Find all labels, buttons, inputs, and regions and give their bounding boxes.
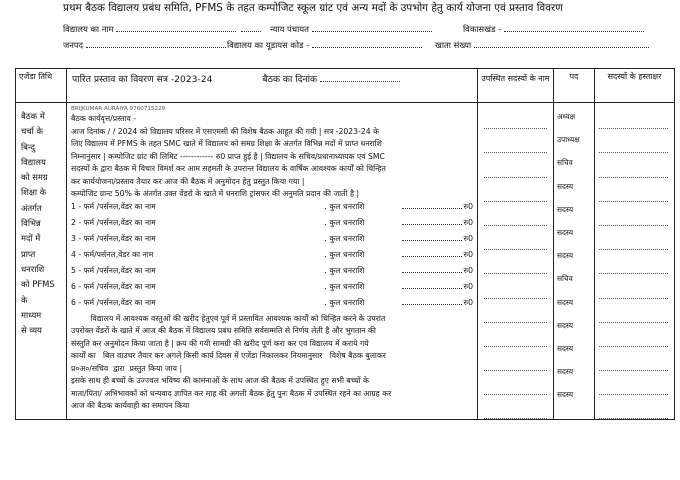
proposal-title: पारित प्रस्ताव का विवरण सत्र -2023-24 [72,74,213,85]
side-line: बिन्दु [21,141,35,152]
signature-line[interactable] [599,202,668,226]
firm-label: 6 - फर्म /पर्सनल,वेंडर का नाम [71,281,156,291]
post-label: सदस्य [557,390,574,400]
post-label: सदस्य [557,227,574,237]
signature-line[interactable] [599,250,668,274]
post-label: सदस्य [557,204,574,214]
page-title: प्रथम बैठक विद्यालय प्रबंध समिति, PFMS के तहत कम्पोजिट स्कूल ग्रांट एवं अन्य मदों के उपभोग हेतु कार्य योजना एवं प्रस्ताव विवरण [63,2,563,14]
signature-line[interactable] [599,347,668,371]
rupee-label: रु0 [463,233,473,243]
post-label: सदस्य [557,367,574,377]
proposal-body [67,103,478,420]
signature-line[interactable] [599,323,668,347]
para-line: आज की बैठक कार्यवाही का समापन किया [71,401,190,410]
rupee-label: रु0 [463,281,473,291]
nyay-panchayat-field[interactable] [270,24,432,33]
rupee-label: रु0 [463,297,473,307]
signature-line[interactable] [599,153,668,177]
school-name-field[interactable] [63,24,261,33]
post-label: सदस्य [557,320,574,330]
para-line: इसके साथ ही बच्चों के उज्ज्वल भविष्य की कामनाओं के साथ आज की बैठक में उपस्थित हुए सभी बच्चों के [71,376,369,385]
author-credit: BRIJKUMAR AURAIYA 9760715229 [71,106,166,112]
total-label: कुल धनराशि [329,201,365,211]
signature-line[interactable] [599,395,668,419]
total-label: कुल धनराशि [329,249,365,259]
side-line: के [21,294,28,305]
udise-field[interactable] [227,40,422,49]
post-label: सदस्य [557,297,574,307]
side-line: को समग्र [21,172,48,183]
para-line: निम्नानुसार | कम्पोजिट ग्रांट की लिमिट ------------ रु0 प्राप्त हुई है | विद्यालय के सचिव/प्रधानाध्यापक एवं SMC [71,151,385,161]
post-label: अध्यक्ष [557,112,576,121]
para-line: आज दिनांक / / 2024 को विद्यालय परिसर में एसएमसी की विशेष बैठक आहूत की गयी | सत्र -2023-24 के [71,126,379,136]
rupee-label: रु0 [463,249,473,259]
school-name-label: विद्यालय का नाम [63,24,114,34]
signature-line[interactable] [599,178,668,202]
firm-label: 5 - फर्म /पर्सनल,वेंडर का नाम [71,265,156,275]
total-label: कुल धनराशि [329,281,365,291]
member-name-line[interactable] [484,371,547,395]
signature-line[interactable] [599,274,668,298]
district-field[interactable] [63,40,226,49]
member-name-line[interactable] [484,226,547,250]
firm-row[interactable] [71,297,473,313]
member-name-line[interactable] [484,202,547,226]
member-name-line[interactable] [484,299,547,323]
col-signature-header: सदस्यों के हस्ताक्षर [595,69,675,103]
para-line: कार्यों का बिल वाउचर तैयार कर अगले किसी कार्य दिवस में एजेंडा निकालकर नियमानुसार विशेष बैठक बुलाकर [71,351,386,360]
block-label: विकासखंड - [463,24,502,34]
firm-row[interactable] [71,233,473,249]
side-line: को PFMS [21,279,55,290]
members-column [478,103,554,420]
firm-label: 3 - फर्म /पर्सनल,वेंडर का नाम [71,233,156,243]
agenda-side-cell [16,103,67,420]
para-line: कम्पोजिट ग्रान्ट 50% के अंतर्गत उक्त वेंडरो के खाते में धनराशि ट्रांसफर की अनुमति प्रदान की जाती है | [71,189,360,198]
col-post-header: पद [554,69,595,103]
total-label: कुल धनराशि [329,217,365,227]
signature-line[interactable] [599,105,668,129]
signature-column [595,103,675,420]
side-line: से व्यय [21,325,42,336]
member-name-line[interactable] [484,323,547,347]
post-label: सचिव [557,274,573,284]
firm-row[interactable] [71,217,473,233]
side-line: चर्चा के [21,126,43,137]
member-name-line[interactable] [484,153,547,177]
member-name-line[interactable] [484,250,547,274]
side-line: मदों में [21,233,41,244]
para-line: माता/पिता/ अभिभावकों को धन्यवाद ज्ञापित कर माह की अगली बैठक हेतु पुनः बैठक में उपस्थित रहने का आग्रह कर [71,388,392,398]
side-line: बैठक में [21,111,45,121]
col-agenda-header: एजेंडा तिथि [16,69,67,103]
post-label: सदस्य [557,181,574,191]
udise-label: विद्यालय का यूडायस कोड - [227,40,310,50]
side-line: शिक्षा के [21,187,47,198]
meeting-date-label: बैठक का दिनांक [262,74,318,85]
member-name-line[interactable] [484,274,547,298]
member-name-line[interactable] [484,178,547,202]
para-line: लिए विद्यालय में PFMS के तहत SMC खाते में विद्यालय को समग्र शिक्षा के अंतर्गत विभिन्न मदों में प्राप्त धनराशि [71,139,382,148]
member-name-line[interactable] [484,395,547,419]
side-line: अंतर्गत [21,202,42,213]
col-proposal-header [67,69,478,103]
firm-row[interactable] [71,265,473,281]
para-line: विद्यालय में आवश्यक वस्तुओं की खरीद हेतुएवं पूर्व में प्रस्तावित आवश्यक कार्यों को चिन्हित करने के उपरांत [71,313,386,323]
account-label: खाता संख्या [435,40,472,50]
signature-line[interactable] [599,299,668,323]
post-label: सदस्य [557,251,574,261]
signature-line[interactable] [599,371,668,395]
member-name-line[interactable] [484,105,547,129]
total-label: कुल धनराशि [329,265,365,275]
nyay-panchayat-label: न्याय पंचायत [270,24,309,34]
member-name-line[interactable] [484,129,547,153]
intro-line: बैठक कार्यवृत्त/प्रस्ताव - [71,114,136,123]
total-label: कुल धनराशि [329,233,365,243]
firm-row[interactable] [71,201,473,217]
total-label: कुल धनराशि [329,297,365,307]
post-column [554,103,595,420]
post-label: सचिव [557,158,573,168]
proposal-table [15,68,675,420]
firm-label: 4 - फर्म/पर्सनल,वेंडर का नाम [71,249,154,259]
para-line: संस्तुति कर अनुमोदन किया जाता है | क्रय की गयी सामग्री की खरीद पूर्ण करा कर एवं विद्यालय में कराये गये [71,338,369,348]
para-line: सदस्यों के द्वारा बैठक में विचार विमर्श कर आम सहमती के उपरान्त विद्यालय के वार्षिक आवश्यक कार्यों को चिन्हित [71,164,386,173]
para-line: उपरोक्त वेंडरों के खाते में आज की बैठक में विद्यालय प्रबंध समिति सर्वसम्मति से निर्णय लेती है और भुगतान की [71,326,376,335]
rupee-label: रु0 [463,265,473,275]
signature-line[interactable] [599,129,668,153]
side-line: प्राप्त [21,248,36,259]
district-label: जनपद [63,40,84,50]
signature-line[interactable] [599,226,668,250]
col-members-header: उपस्थित सदस्यों के नाम [478,69,554,103]
post-label: उपाध्यक्ष [557,135,580,145]
account-field[interactable] [435,40,649,49]
firm-label: 2 - फर्म /पर्सनल,वेंडर का नाम [71,217,156,227]
side-line: धनराशि [21,263,45,274]
side-line: माध्यम [21,309,42,320]
block-field[interactable] [463,24,644,33]
rupee-label: रु0 [463,201,473,211]
firm-row[interactable] [71,281,473,297]
side-line: विभिन्न [21,218,41,229]
post-label: सदस्य [557,343,574,353]
firm-label: 6 - फर्म /पर्सनल,वेंडर का नाम [71,297,156,307]
side-line: विद्यालय [21,156,46,167]
para-line: कर कार्ययोजना/प्रस्ताव तैयार कर आज की बैठक में अनुमोदन हेतु प्रस्तुत किया गया | [71,176,305,186]
rupee-label: रु0 [463,217,473,227]
firm-label: 1 - फर्म /पर्सनल,वेंडर का नाम [71,201,156,211]
para-line: प्र०अ०/सचिव द्वारा प्रस्तुत किया जाय | [71,363,183,373]
member-name-line[interactable] [484,347,547,371]
firm-row[interactable] [71,249,473,265]
